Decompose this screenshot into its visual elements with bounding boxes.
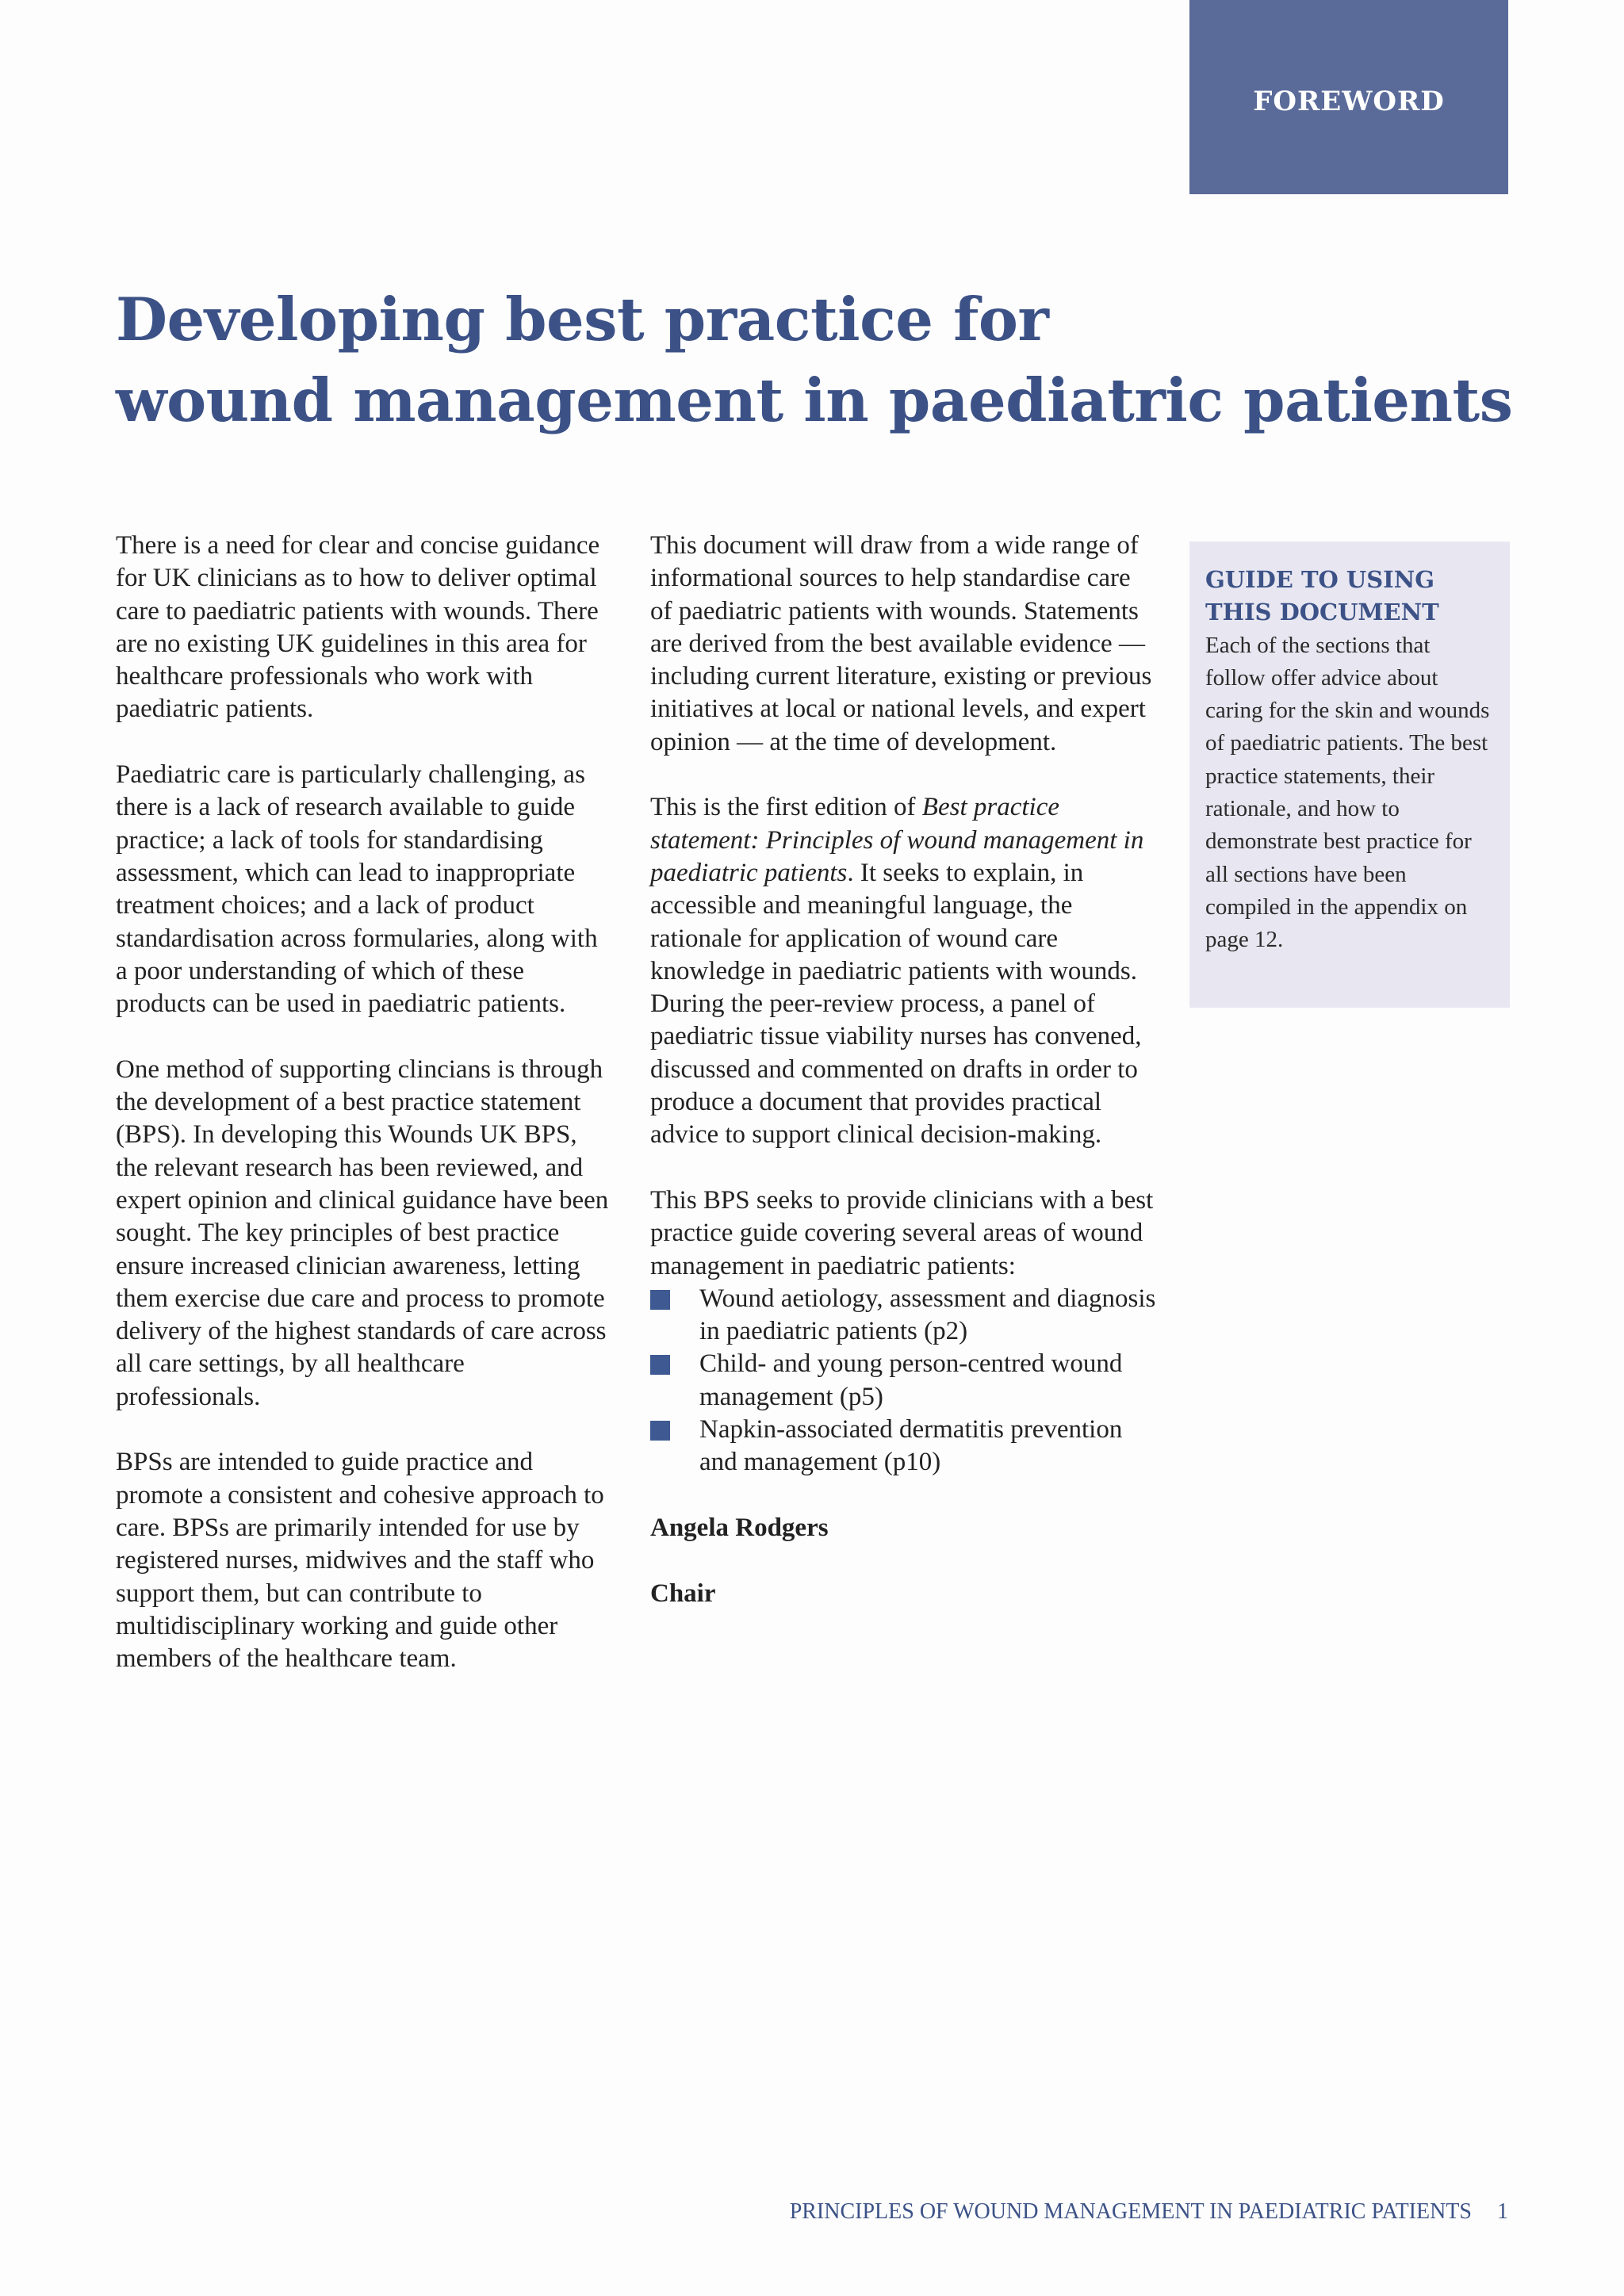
square-bullet-icon: [650, 1421, 670, 1441]
document-title-italic: Best practice statement: Principles of wound management in paediatric patients: [650, 793, 1144, 887]
list-item: [650, 1348, 1158, 1414]
paragraph-edition: [650, 791, 1158, 1151]
section-tab-label: FOREWORD: [1253, 86, 1445, 117]
paragraph: There is a need for clear and concise guidance for UK clinicians as to how to deliver optimal care to paediatric patients with wounds. There are no existing UK guidelines in this area for healthcare professionals who work with paediatric patients.: [116, 531, 600, 724]
body-column-left: [116, 530, 615, 1675]
page-title-line1: Developing best practice for: [116, 285, 1049, 354]
section-list: [650, 1283, 1158, 1479]
guide-sidebar: [1189, 541, 1510, 1008]
page-footer: [790, 2199, 1508, 2225]
list-item-text: Wound aetiology, assessment and diagnosis in paediatric patients (p2): [699, 1284, 1156, 1346]
list-item: [650, 1414, 1158, 1479]
paragraph: Paediatric care is particularly challenging, as there is a lack of research available to guide practice; a lack of tools for standardising assessment, which can lead to inappropriate treatment choices; and a lack of product standardisation across formularies, along with a poor understanding of which of these products can be used in paediatric patients.: [116, 760, 598, 1019]
list-item: [650, 1283, 1158, 1349]
square-bullet-icon: [650, 1355, 670, 1375]
section-tab: [1189, 0, 1508, 194]
page-title: [116, 279, 1512, 441]
page-number: 1: [1497, 2199, 1508, 2224]
list-item-text: Child- and young person-centred wound management (p5): [699, 1349, 1123, 1411]
signature-name: Angela Rodgers: [650, 1513, 829, 1542]
list-item-text: Napkin-associated dermatitis prevention and management (p10): [699, 1415, 1123, 1477]
signature-role: Chair: [650, 1578, 716, 1608]
paragraph: This document will draw from a wide range of informational sources to help standardise care of paediatric patients with wounds. Statements are derived from the best available evidence — including current literature, existing or previous initiatives at local or national levels, and expert opinion — at the time of development.: [650, 531, 1152, 756]
sidebar-body: Each of the sections that follow offer advice about caring for the skin and wounds of paediatric patients. The best practice statements, their rationale, and how to demonstrate best practice for all sections have been compiled in the appendix on page 12.: [1205, 632, 1490, 953]
paragraph: BPSs are intended to guide practice and promote a consistent and cohesive approach to care. BPSs are primarily intended for use by registered nurses, midwives and the staff who support them, but can contribute to multidisciplinary working and guide other members of the healthcare team.: [116, 1448, 604, 1674]
body-column-right: [650, 530, 1158, 1643]
page-title-line2: wound management in paediatric patients: [116, 365, 1513, 435]
sidebar-heading: GUIDE TO USING THIS DOCUMENT: [1205, 566, 1439, 626]
running-title: PRINCIPLES OF WOUND MANAGEMENT IN PAEDIATRIC PATIENTS: [789, 2199, 1472, 2224]
square-bullet-icon: [650, 1290, 670, 1310]
paragraph: One method of supporting clincians is through the development of a best practice statement (BPS). In developing this Wounds UK BPS, the relevant research has been reviewed, and expert opinion and clinical guidance have been sought. The key principles of best practice ensure increased clinician awareness, letting them exercise due care and process to promote delivery of the highest standards of care across all care settings, by all healthcare professionals.: [116, 1054, 609, 1411]
paragraph: This BPS seeks to provide clinicians with a best practice guide covering several areas of wound management in paediatric patients:: [650, 1185, 1154, 1280]
edition-text-start: This is the first edition of: [650, 793, 922, 822]
edition-text-end: . It seeks to explain, in accessible and meaningful language, the rationale for application of wound care knowledge in paediatric patients with wounds. During the peer-review process, a panel of paediatric tissue viability nurses has convened, discussed and commented on drafts in order to produce a document that provides practical advice to support clinical decision-making.: [650, 858, 1142, 1150]
